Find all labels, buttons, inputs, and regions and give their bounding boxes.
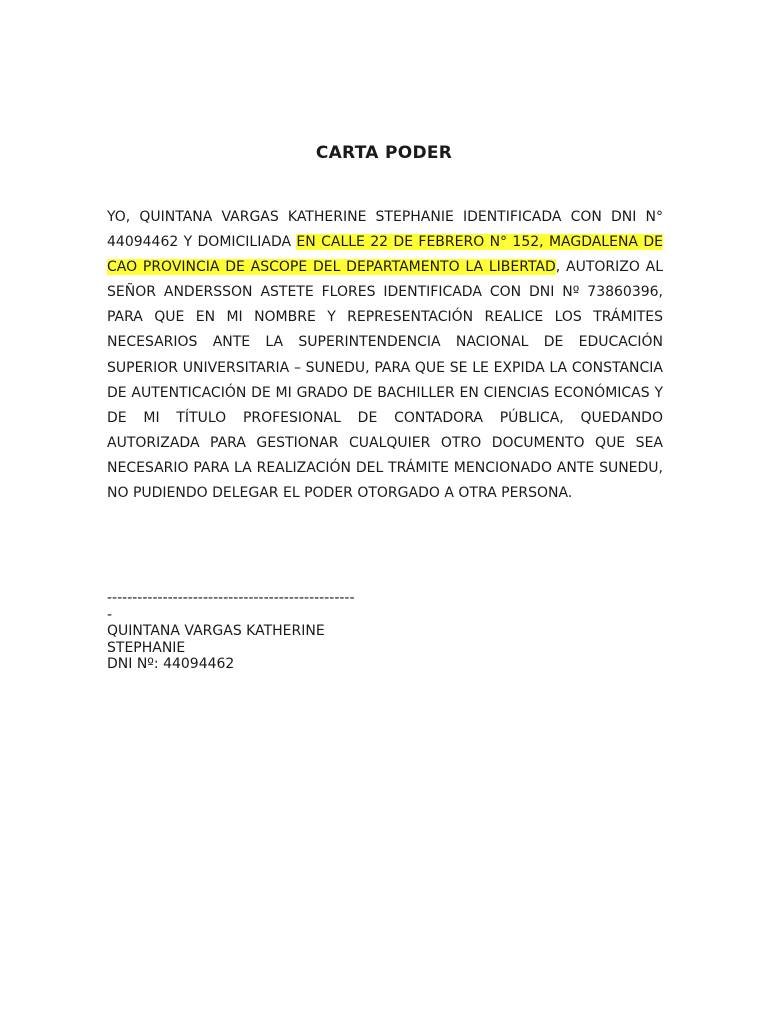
body-paragraph [107, 205, 663, 506]
highlighted-address: EN CALLE 22 DE FEBRERO N° 152, MAGDALENA DE CAO PROVINCIA DE ASCOPE DEL DEPARTAMENTO LA LIBERTAD [107, 234, 663, 276]
signature-block [107, 590, 357, 673]
paragraph-text-start: YO, QUINTANA VARGAS KATHERINE STEPHANIE IDENTIFICADA CON DNI N° 44094462 Y DOMICILIADA [107, 209, 663, 251]
signer-name: QUINTANA VARGAS KATHERINE STEPHANIE [107, 623, 325, 656]
document-title: CARTA PODER [315, 143, 453, 163]
signer-dni: DNI Nº: 44094462 [107, 656, 235, 672]
paragraph-text-end: , AUTORIZO AL SEÑOR ANDERSSON ASTETE FLORES IDENTIFICADA CON DNI Nº 73860396, PARA QUE EN MI NOMBRE Y REPRESENTACIÓN REALICE LOS TRÁMITES NECESARIOS ANTE LA SUPERINTENDENCIA NACIONAL DE EDUCACIÓN SUPERIOR UNIVERSITARIA – SUNEDU, PARA QUE SE LE EXPIDA LA CONSTANCIA DE AUTENTICACIÓN DE MI GRADO DE BACHILLER EN CIENCIAS ECONÓMICAS Y DE MI TÍTULO PROFESIONAL DE CONTADORA PÚBLICA, QUEDANDO AUTORIZADA PARA GESTIONAR CUALQUIER OTRO DOCUMENTO QUE SEA NECESARIO PARA LA REALIZACIÓN DEL TRÁMITE MENCIONADO ANTE SUNEDU, NO PUDIENDO DELEGAR EL PODER OTORGADO A OTRA PERSONA. [107, 259, 664, 502]
signature-line: -------------------------------------------------- [107, 590, 355, 623]
